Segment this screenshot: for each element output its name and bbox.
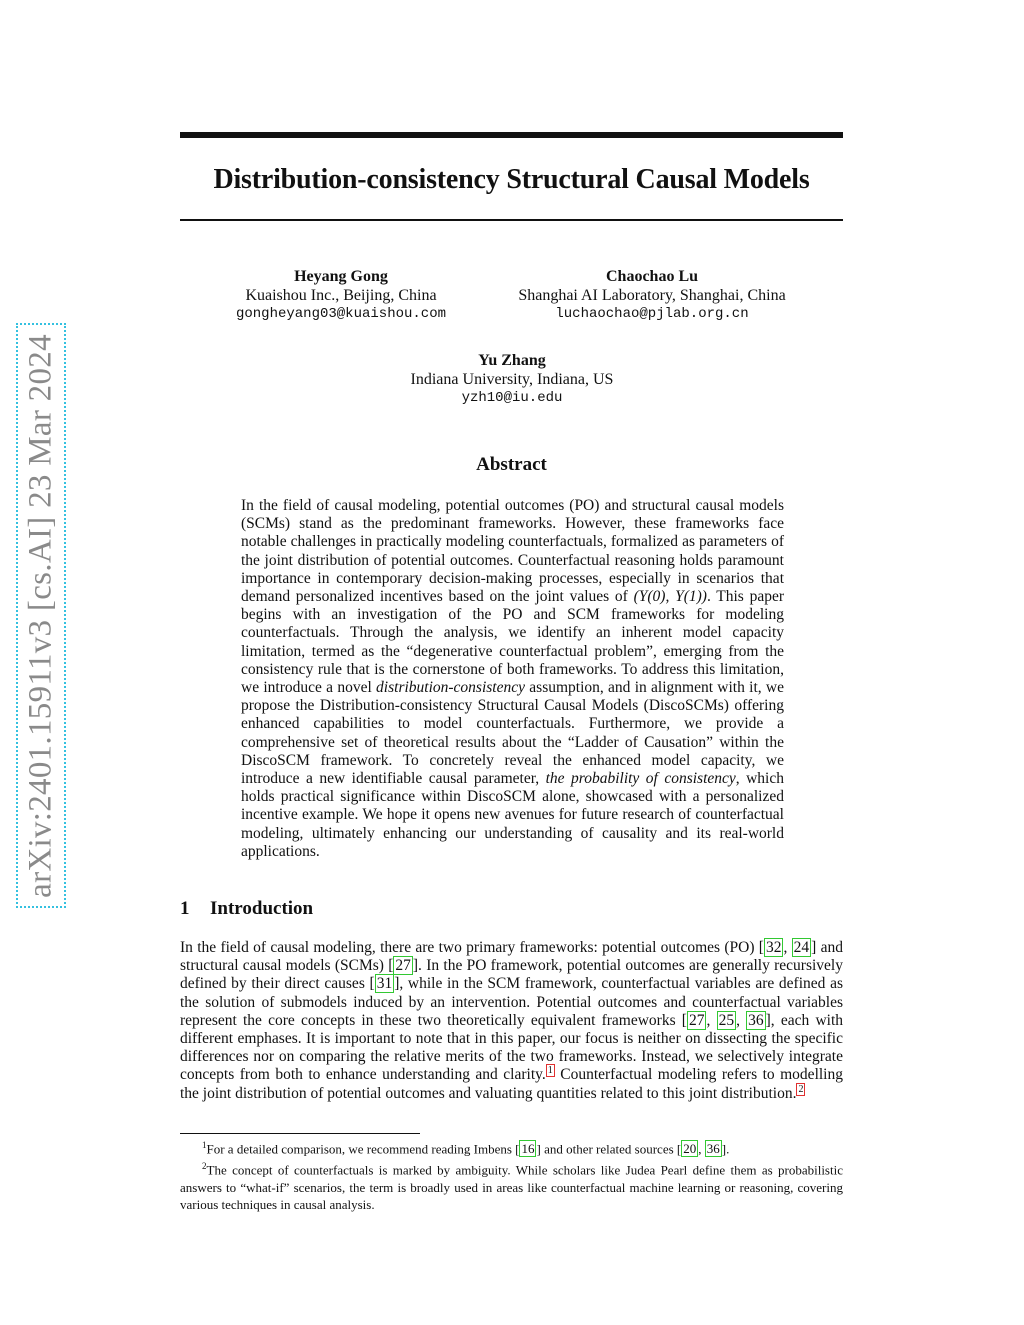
citation-link[interactable]: 20 <box>683 1141 697 1157</box>
title-top-rule <box>180 132 843 138</box>
author-email: gongheyang03@kuaishou.com <box>235 306 447 322</box>
emphasis: the probability of consistency <box>545 770 736 788</box>
author-affiliation: Shanghai AI Laboratory, Shanghai, China <box>518 286 786 304</box>
citation-link[interactable]: 36 <box>706 1141 720 1157</box>
author-email: yzh10@iu.edu <box>461 390 563 406</box>
title-bottom-rule <box>180 219 843 221</box>
abstract-heading: Abstract <box>476 454 547 475</box>
citation-link[interactable]: 16 <box>521 1141 535 1157</box>
author-affiliation: Kuaishou Inc., Beijing, China <box>245 286 437 304</box>
citation-link[interactable]: 27 <box>688 1011 705 1029</box>
introduction-paragraph: In the field of causal modeling, there are two primary frameworks: potential outcomes (PO) [ 32 , 24 ] and structural causal models (SCMs) [ 27 ]. In the PO framework, potential outcomes are generally recursively defined by their direct causes [ 31 ], while in the SCM framework, counterfactual variables are defined as the solution of submodels induced by an intervention. Potential outcomes and counterfactual variables represent the core concepts in these two theoretically equivalent frameworks [ 27 , 25 , 36 ], each with different emphases. It is important to note that in this paper, our focus is neither on dissecting the specific differences nor on comparing the relative merits of the two frameworks. Instead, we selectively integrate concepts from both to enhance understanding and clarity. $^1$ Counterfactual modeling refers to modelling the joint distribution of potential outcomes and valuating quantities related to this joint distribution. $^2$ <box>180 939 844 1102</box>
footnote-link[interactable]: 2 <box>798 1083 804 1095</box>
arxiv-sidebar-stamp <box>16 323 66 908</box>
citation-link[interactable]: 27 <box>395 957 411 975</box>
author-block-2 <box>506 268 798 324</box>
citation-link[interactable]: 32 <box>765 939 782 956</box>
math-expression: (Y(0), Y(1)) <box>633 588 707 606</box>
abstract-body: In the field of causal modeling, potential outcomes (PO) and structural causal models (SCMs) stand as the predominant frameworks. However, these frameworks face notable challenges in practically modeling counterfactuals, formalized as parameters of the joint distribution of potential outcomes. Counterfactual reasoning holds paramount importance in contemporary decision-making processes, especially in scenarios that demand personalized incentives based on the joint values of (Y(0), Y(1)). This paper begins with an investigation of the PO and SCM frameworks for modeling counterfactuals. Through the analysis, we identify an inherent model capacity limitation, termed as the “degenerative counterfactual problem”, emerging from the consistency rule that is the cornerstone of both frameworks. To address this limitation, we introduce a novel distribution-consistency assumption, and in alignment with it, we propose the Distribution-consistency Structural Causal Models (DiscoSCMs) offering enhanced capabilities to model counterfactuals. Furthermore, we provide a comprehensive set of theoretical results about the “Ladder of Causation” within the DiscoSCM framework. To concretely reveal the enhanced model capacity, we introduce a new identifiable causal parameter, the probability of consistency, which holds practical significance within DiscoSCM alone, showcased with a personalized incentive example. We hope it opens new avenues for future research of counterfactual modeling, ultimately enhancing our understanding of causality and its real-world applications. <box>241 497 784 860</box>
footnotes <box>180 1137 843 1214</box>
footnote-2: $^2$The concept of counterfactuals is marked by ambiguity. While scholars like Judea Pearl define them as probabilistic answers to “what-if” scenarios, the term is broadly used in areas like counterfactual machine learning or reasoning, covering various techniques in causal analysis. <box>180 1161 843 1212</box>
author-block-3 <box>380 352 644 408</box>
footnote-link[interactable]: 1 <box>547 1065 553 1077</box>
section-heading-introduction <box>180 897 843 921</box>
author-name: Heyang Gong <box>294 268 388 285</box>
paper-title: Distribution-consistency Structural Causal Models <box>213 164 810 195</box>
citation-link[interactable]: 25 <box>718 1011 735 1029</box>
author-name: Chaochao Lu <box>605 268 699 285</box>
section-number: 1 <box>180 898 190 919</box>
author-block-1 <box>231 268 451 324</box>
section-title: Introduction <box>210 898 314 919</box>
author-email: luchaochao@pjlab.org.cn <box>555 306 749 322</box>
author-affiliation: Indiana University, Indiana, US <box>410 370 614 388</box>
citation-link[interactable]: 36 <box>748 1011 764 1029</box>
author-name: Yu Zhang <box>478 352 546 369</box>
arxiv-identifier: arXiv:2401.15911v3 [cs.AI] 23 Mar 2024 <box>22 333 59 898</box>
citation-link[interactable]: 31 <box>376 975 393 993</box>
footnote-1: $^1$For a detailed comparison, we recommend reading Imbens [ 16 ] and other related sources [ 20 , 36 ]. <box>202 1140 730 1157</box>
footnote-divider <box>180 1133 420 1134</box>
citation-link[interactable]: 24 <box>793 939 810 956</box>
emphasis: distribution-consistency <box>376 679 525 697</box>
